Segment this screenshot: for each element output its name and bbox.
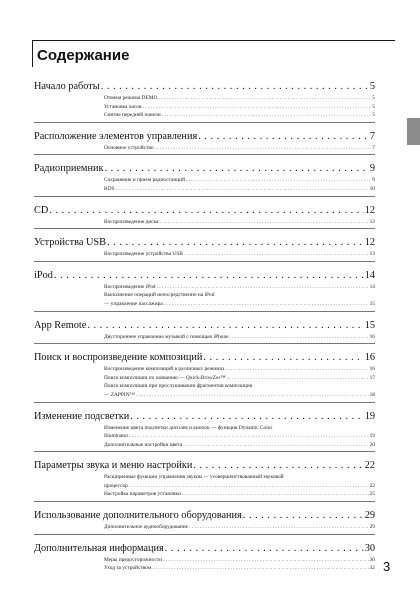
subentry-title: Воспроизведение устройства USB xyxy=(104,251,183,258)
subentry-title: Дополнительное аудиооборудование xyxy=(104,524,189,531)
leader-dots xyxy=(143,103,372,112)
leader-dots xyxy=(129,432,368,441)
toc-subentry[interactable] xyxy=(34,333,375,342)
leader-dots xyxy=(186,176,371,185)
subentry-page-number: 13 xyxy=(369,251,375,258)
section-title: Расположение элементов управления xyxy=(34,130,198,142)
leader-dots xyxy=(183,441,368,450)
toc-subentry[interactable] xyxy=(34,111,375,120)
toc-section-entry[interactable] xyxy=(34,203,375,218)
leader-dots xyxy=(243,508,364,523)
toc-section xyxy=(34,350,375,402)
table-of-contents xyxy=(34,79,375,581)
leader-dots xyxy=(155,144,372,153)
section-page-number: 7 xyxy=(369,130,375,142)
leader-dots xyxy=(156,283,368,292)
toc-section xyxy=(34,203,375,230)
section-page-number: 30 xyxy=(364,542,375,554)
toc-subentry[interactable] xyxy=(34,365,375,374)
subentry-page-number: 15 xyxy=(369,300,375,307)
subentry-page-number: 5 xyxy=(372,112,375,119)
toc-section-entry[interactable] xyxy=(34,318,375,333)
toc-section xyxy=(34,235,375,262)
toc-subentry[interactable] xyxy=(34,283,375,292)
toc-subentry[interactable] xyxy=(34,176,375,185)
section-page-number: 12 xyxy=(364,204,375,216)
subentry-title-continued: Illuminator xyxy=(104,433,129,440)
subentry-page-number: 5 xyxy=(372,103,375,110)
page-title: Содержание xyxy=(37,47,130,64)
leader-dots xyxy=(101,79,369,94)
toc-subentry[interactable] xyxy=(34,564,375,573)
leader-dots xyxy=(189,523,369,532)
subentry-title: Настройка параметров установки xyxy=(104,491,182,498)
toc-subentry[interactable] xyxy=(34,218,375,227)
toc-subentry[interactable] xyxy=(34,94,375,103)
toc-subentry[interactable] xyxy=(34,374,375,383)
leader-dots xyxy=(184,250,369,259)
toc-subentry[interactable] xyxy=(34,473,375,482)
section-title: Поиск и воспроизведение композиций xyxy=(34,352,203,364)
toc-section xyxy=(34,268,375,312)
subentry-title: Выполнение операций непосредственно на iPod xyxy=(104,292,215,299)
toc-subentry-continued[interactable] xyxy=(34,432,375,441)
subentry-page-number: 19 xyxy=(369,433,375,440)
subentry-page-number: 25 xyxy=(369,491,375,498)
toc-section xyxy=(34,318,375,345)
toc-section-entry[interactable] xyxy=(34,541,375,556)
subentry-title: Изменение цвета подсветки дисплея и кнопок — функция Dynamic Color xyxy=(104,424,273,431)
toc-subentry[interactable] xyxy=(34,185,375,194)
subentry-page-number: 20 xyxy=(369,441,375,448)
toc-section xyxy=(34,129,375,156)
subentry-page-number: 17 xyxy=(369,374,375,381)
subentry-title: RDS xyxy=(104,185,115,192)
section-title: Начало работы xyxy=(34,81,100,92)
subentry-title: Отмена режима DEMO xyxy=(104,95,158,101)
section-title: Параметры звука и меню настройки xyxy=(34,460,193,472)
subentry-title: Снятие передней панели xyxy=(104,112,161,119)
subentry-title: Двустороннее управление музыкой с помощью iPhone xyxy=(104,333,229,340)
leader-dots xyxy=(162,111,372,120)
leader-dots xyxy=(164,300,369,309)
subentry-title: Поиск композиции при прослушивании фрагментов композиции xyxy=(104,383,253,390)
subentry-page-number: 7 xyxy=(372,144,375,151)
leader-dots xyxy=(104,161,368,176)
toc-section xyxy=(34,541,375,575)
subentry-page-number: 18 xyxy=(369,391,375,398)
subentry-page-number: 14 xyxy=(369,283,375,290)
toc-subentry[interactable] xyxy=(34,291,375,300)
leader-dots xyxy=(152,564,368,573)
leader-dots xyxy=(165,541,364,556)
toc-section xyxy=(34,161,375,196)
leader-dots xyxy=(163,556,369,565)
section-title: CD xyxy=(34,204,49,216)
toc-subentry-continued[interactable] xyxy=(34,482,375,491)
toc-subentry[interactable] xyxy=(34,103,375,112)
section-title: iPod xyxy=(34,269,53,281)
subentry-title: Дополнительные настройки цвета xyxy=(104,441,183,448)
subentry-title: Воспроизведение iPod xyxy=(104,283,156,290)
subentry-page-number: 12 xyxy=(369,218,375,225)
subentry-title: Сохранение и прием радиостанций xyxy=(104,177,185,184)
leader-dots xyxy=(227,374,369,383)
subentry-title-continued: — управление пассажира xyxy=(104,300,163,307)
section-title: Изменение подсветки xyxy=(34,410,130,422)
toc-section-entry[interactable] xyxy=(34,458,375,473)
section-title: Радиоприемник xyxy=(34,163,104,175)
toc-subentry-continued[interactable] xyxy=(34,300,375,309)
toc-section xyxy=(34,409,375,453)
subentry-title: Меры предосторожности xyxy=(104,556,162,563)
toc-subentry[interactable] xyxy=(34,424,375,433)
toc-section-entry[interactable] xyxy=(34,129,375,144)
toc-section-entry[interactable] xyxy=(34,508,375,523)
leader-dots xyxy=(158,94,371,103)
section-page-number: 5 xyxy=(369,81,375,92)
leader-dots xyxy=(107,235,364,250)
toc-subentry[interactable] xyxy=(34,250,375,259)
leader-dots xyxy=(230,333,369,342)
toc-subentry[interactable] xyxy=(34,382,375,391)
subentry-page-number: 10 xyxy=(369,185,375,192)
leader-dots xyxy=(160,218,369,227)
chapter-tab xyxy=(407,118,420,145)
subentry-page-number: 30 xyxy=(369,556,375,563)
section-page-number: 19 xyxy=(364,410,375,422)
leader-dots xyxy=(198,129,369,144)
subentry-title: Расширенные функции управления звуком — усовершенствованный звуковой xyxy=(104,474,284,481)
leader-dots xyxy=(54,268,364,283)
toc-section-entry[interactable] xyxy=(34,161,375,176)
section-page-number: 22 xyxy=(364,460,375,472)
page-number: 3 xyxy=(383,559,391,574)
toc-subentry[interactable] xyxy=(34,556,375,565)
subentry-title: Основное устройство xyxy=(104,144,154,151)
leader-dots xyxy=(203,350,363,365)
subentry-title: Установка часов xyxy=(104,103,142,110)
section-page-number: 12 xyxy=(364,237,375,249)
subentry-title: Воспроизведение диска xyxy=(104,218,159,225)
section-page-number: 14 xyxy=(364,269,375,281)
subentry-title: Уход за устройством xyxy=(104,565,152,572)
section-title: Дополнительная информация xyxy=(34,542,164,554)
subentry-title: Поиск композиции по названию — Quick-BrowZer™ xyxy=(104,374,226,381)
subentry-page-number: 5 xyxy=(372,95,375,101)
leader-dots xyxy=(182,490,369,499)
section-title: Использование дополнительного оборудования xyxy=(34,510,242,522)
section-title: Устройства USB xyxy=(34,237,107,249)
leader-dots xyxy=(116,185,369,194)
toc-subentry[interactable] xyxy=(34,523,375,532)
subentry-page-number: 32 xyxy=(369,565,375,572)
leader-dots xyxy=(129,482,369,491)
leader-dots xyxy=(87,318,363,333)
subentry-title: Воспроизведение композиций в различных режимах xyxy=(104,366,225,373)
toc-subentry[interactable] xyxy=(34,144,375,153)
section-page-number: 16 xyxy=(364,352,375,364)
toc-section xyxy=(34,508,375,535)
title-box xyxy=(32,40,395,67)
leader-dots xyxy=(226,365,369,374)
subentry-page-number: 29 xyxy=(369,524,375,531)
section-page-number: 9 xyxy=(369,163,375,175)
subentry-title-continued: процессор xyxy=(104,482,128,489)
toc-subentry[interactable] xyxy=(34,441,375,450)
subentry-page-number: 16 xyxy=(369,333,375,340)
toc-section-entry[interactable] xyxy=(34,409,375,424)
toc-section xyxy=(34,458,375,502)
leader-dots xyxy=(49,203,363,218)
toc-section xyxy=(34,79,375,123)
section-page-number: 15 xyxy=(364,319,375,331)
subentry-page-number: 9 xyxy=(372,177,375,184)
leader-dots xyxy=(193,458,363,473)
leader-dots xyxy=(136,391,369,400)
toc-subentry[interactable] xyxy=(34,490,375,499)
toc-section-entry[interactable] xyxy=(34,79,375,94)
subentry-page-number: 16 xyxy=(369,366,375,373)
toc-section-entry[interactable] xyxy=(34,350,375,365)
leader-dots xyxy=(130,409,363,424)
section-page-number: 29 xyxy=(364,510,375,522)
section-title: App Remote xyxy=(34,319,87,331)
subentry-title-continued: — ZAPPIN™ xyxy=(104,391,135,398)
subentry-page-number: 22 xyxy=(369,482,375,489)
toc-subentry-continued[interactable] xyxy=(34,391,375,400)
toc-section-entry[interactable] xyxy=(34,268,375,283)
toc-section-entry[interactable] xyxy=(34,235,375,250)
